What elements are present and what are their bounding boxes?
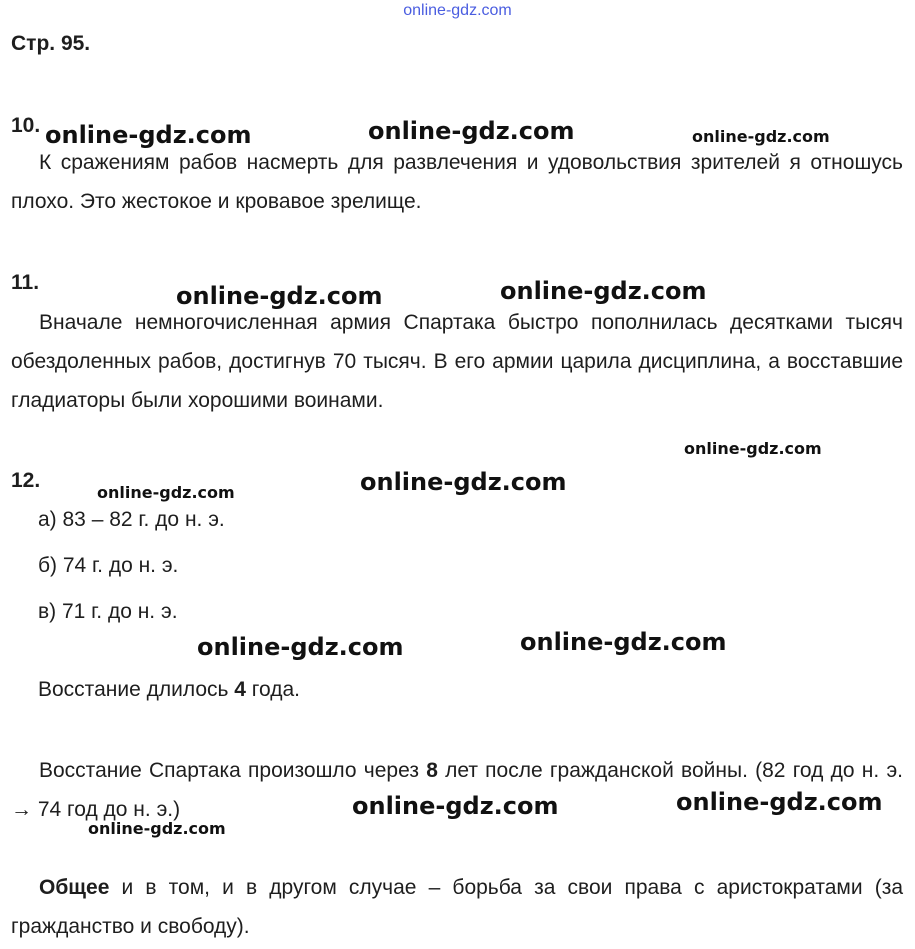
duration-line (38, 678, 300, 702)
common-rest: и в том, и в другом случае – борьба за свои права с аристократами (за гражданство и свободу). (11, 876, 903, 938)
gap-suffix: лет после гражданской войны. (82 год до н. э. → 74 год до н. э.) (11, 759, 903, 821)
task-12-number: 12. (11, 469, 41, 492)
task-10-text: К сражениям рабов насмерть для развлечения и удовольствия зрителей я отношусь плохо. Это жестокое и кровавое зрелище. (11, 151, 903, 213)
watermark: online-gdz.com (500, 277, 707, 305)
answer-b: б) 74 г. до н. э. (38, 554, 179, 577)
watermark: online-gdz.com (692, 127, 830, 146)
watermark: online-gdz.com (684, 439, 822, 458)
watermark: online-gdz.com (45, 121, 252, 149)
task-11-text: Вначале немногочисленная армия Спартака быстро пополнилась десятками тысяч обездоленных рабов, достигнув 70 тысяч. В его армии царила дисциплина, а восставшие гладиаторы были хорошими воинами. (11, 311, 903, 412)
task-11-number: 11. (11, 271, 40, 294)
answer-c: в) 71 г. до н. э. (38, 600, 178, 623)
watermark: online-gdz.com (97, 483, 235, 502)
watermark: online-gdz.com (520, 628, 727, 656)
duration-value: 4 (234, 678, 246, 701)
watermark: online-gdz.com (88, 819, 226, 838)
gap-value: 8 (426, 759, 438, 782)
common-paragraph (11, 868, 903, 946)
duration-suffix: года. (245, 678, 300, 701)
page-label: Стр. 95. (11, 32, 91, 55)
watermark: online-gdz.com (176, 282, 383, 310)
task-10-number: 10. (11, 114, 41, 137)
watermark: online-gdz.com (352, 792, 559, 820)
watermark: online-gdz.com (197, 633, 404, 661)
watermark: online-gdz.com (676, 788, 883, 816)
watermark: online-gdz.com (360, 468, 567, 496)
duration-prefix: Восстание длилось (38, 678, 235, 701)
site-header-watermark: online-gdz.com (403, 2, 512, 19)
common-bold: Общее (39, 876, 110, 899)
gap-prefix: Восстание Спартака произошло через (39, 759, 427, 782)
watermark: online-gdz.com (368, 117, 575, 145)
answer-a: а) 83 – 82 г. до н. э. (38, 508, 225, 531)
